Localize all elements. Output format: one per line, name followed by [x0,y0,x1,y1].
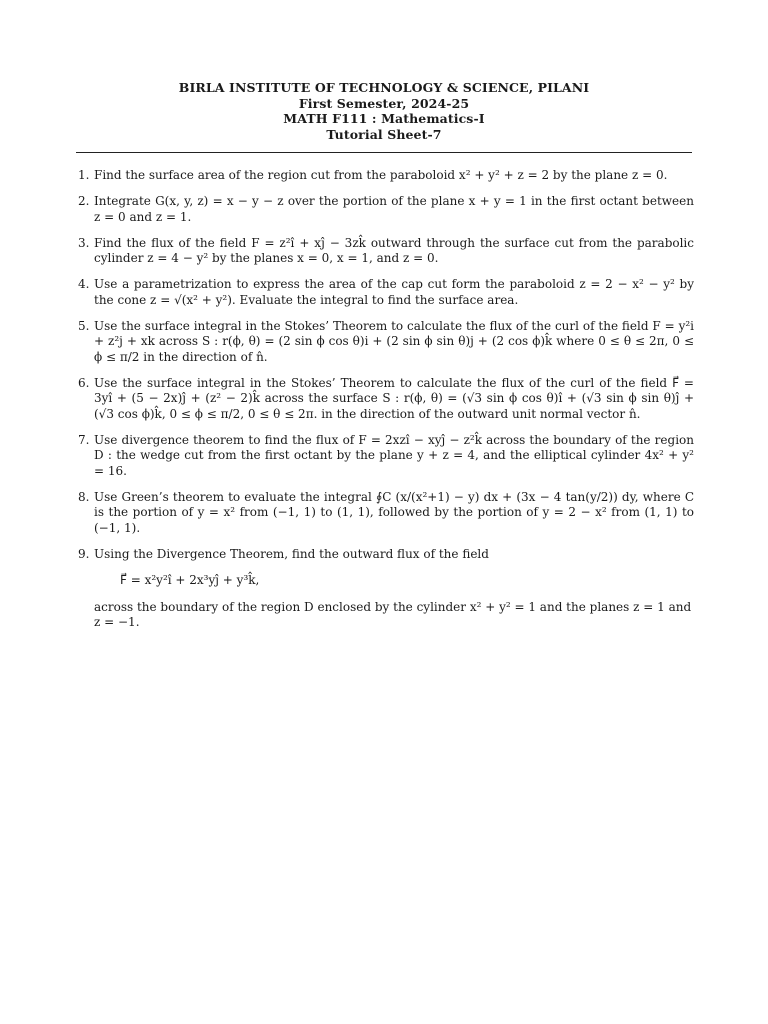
problem-item [76,433,694,480]
problem-text: Use the surface integral in the Stokes’ Theorem to calculate the flux of the curl of the field F⃗ = 3yî + (5 − 2x)ĵ + (z² − 2)k̂ across the surface S : r(ϕ, θ) = (√3 sin ϕ cos θ)î + (√3 sin ϕ sin θ)ĵ + (√3 cos ϕ)k̂, 0 ≤ ϕ ≤ π/2, 0 ≤ θ ≤ 2π. in the direction of the outward unit normal vector n̂. [94,375,694,421]
semester-line: First Semester, 2024-25 [298,95,470,111]
problem-text-continued: across the boundary of the region D enclosed by the cylinder x² + y² = 1 and the planes z = 1 and z = −1. [94,599,692,629]
problem-number: 2. [78,194,90,208]
problem-item [76,277,694,308]
problem-item [76,490,694,537]
problem-item [76,168,694,184]
problem-text: Use Green’s theorem to evaluate the integral ∮C (x/(x²+1) − y) dx + (3x − 4 tan(y/2)) dy, where C is the portion of y = x² from (−1, 1) to (1, 1), followed by the portion of y = 2 − x² from (1, 1) to (−1, 1). [94,489,694,535]
problem-item [76,376,694,423]
problem-number: 8. [78,489,90,504]
problem-number: 5. [78,318,90,333]
problem-item [76,236,694,267]
problem-number: 3. [78,235,90,250]
problem-item [76,319,694,366]
display-formula: F⃗ = x²y²î + 2x³yĵ + y³k̂, [120,573,260,587]
problem-number: 7. [78,432,90,447]
problem-text: Use the surface integral in the Stokes’ Theorem to calculate the flux of the curl of the field F = y²i + z²j + xk across S : r(ϕ, θ) = (2 sin ϕ cos θ)i + (2 sin ϕ sin θ)j + (2 cos ϕ)k̂ where 0 ≤ θ ≤ 2π, 0 ≤ ϕ ≤ π/2 in the direction of n̂. [94,318,694,364]
problem-list [76,168,694,641]
header-divider [76,152,692,153]
problem-text: Integrate G(x, y, z) = x − y − z over the portion of the plane x + y = 1 in the first octant between z = 0 and z = 1. [94,194,694,224]
course-title: MATH F111 : Mathematics-I [283,111,485,126]
problem-text: Find the surface area of the region cut from the paraboloid x² + y² + z = 2 by the plane z = 0. [94,168,668,182]
document-header [0,80,768,142]
problem-number: 1. [78,168,90,182]
problem-text: Find the flux of the field F = z²î + xĵ − 3zk̂ outward through the surface cut from the parabolic cylinder z = 4 − y² by the planes x = 0, x = 1, and z = 0. [94,235,694,265]
problem-number: 6. [78,375,90,390]
problem-text: Use a parametrization to express the area of the cap cut form the paraboloid z = 2 − x² − y² by the cone z = √(x² + y²). Evaluate the integral to find the surface area. [94,277,694,307]
problem-text: Using the Divergence Theorem, find the outward flux of the field [94,546,489,561]
problem-number: 9. [78,546,90,561]
problem-item [76,547,694,631]
institute-name: BIRLA INSTITUTE OF TECHNOLOGY & SCIENCE, PILANI [178,80,590,95]
problem-text: Use divergence theorem to find the flux of F = 2xzî − xyĵ − z²k̂ across the boundary of the region D : the wedge cut from the first octant by the plane y + z = 4, and the elliptical cylinder 4x² + y² = 16. [94,432,694,478]
problem-number: 4. [78,277,90,291]
problem-item [76,194,694,225]
sheet-title: Tutorial Sheet-7 [326,126,442,142]
